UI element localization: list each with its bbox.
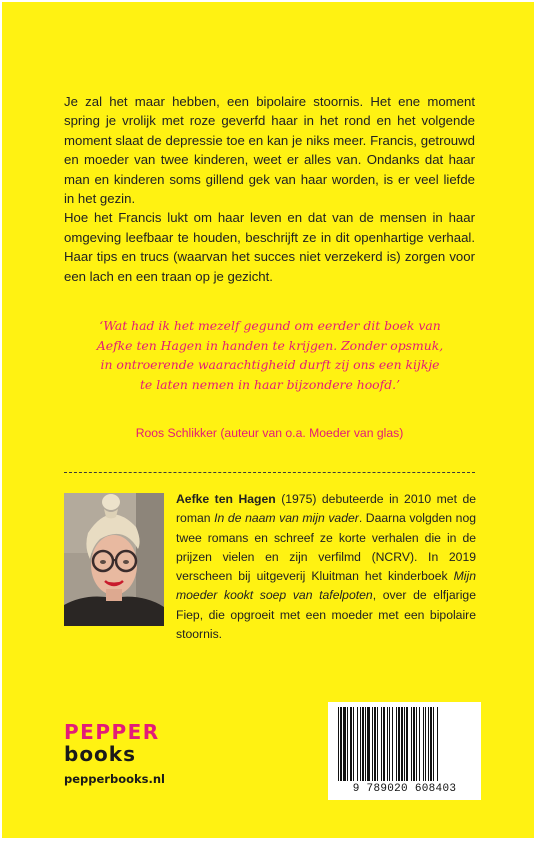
publisher-logo-books: books <box>64 742 137 766</box>
author-bio-part-2: . Daarna volgden nog twee romans en schreef ze korte verhalen die in de prijzen vielen en zijn verfilmd (NCRV). In 2019 verscheen bij uitgeverij Kluitman het kinderboek <box>176 511 477 584</box>
blurb <box>64 92 475 286</box>
author-bio-part-3: , over de elfjarige Fiep, die opgroeit met een moeder met een bipolaire stoornis. <box>176 588 476 642</box>
publisher-url: pepperbooks.nl <box>64 772 165 786</box>
book-back-cover <box>2 2 534 838</box>
quote-attribution: Roos Schlikker (auteur van o.a. Moeder van glas) <box>135 426 404 440</box>
review-quote: ‘Wat had ik het mezelf gegund om eerder dit boek van Aefke ten Hagen in handen te krijgen. Zonder opsmuk, in ontroerende waarachtigheid durft zij ons een kijkje te laten nemen in haar bijzondere hoofd.’ <box>96 318 444 392</box>
author-bio <box>176 490 476 644</box>
publisher-logo-pepper: PEPPER <box>64 720 160 744</box>
barcode-number: 9 789020 608403 <box>352 783 457 795</box>
book-title-1: In de naam van mijn vader <box>214 511 359 526</box>
author-name: Aefke ten Hagen <box>176 492 276 506</box>
blurb-paragraph-2: Hoe het Francis lukt om haar leven en dat van de mensen in haar omgeving leefbaar te houden, beschrijft ze in dit openhartige verhaal. Haar tips en trucs (waarvan het succes niet verzekerd is) zorgen voor een lach en een traan op je gezicht. <box>64 210 475 284</box>
author-photo <box>64 493 164 626</box>
author-bio-part-1: (1975) debuteerde in 2010 met de roman <box>176 492 476 526</box>
barcode-bars-icon <box>338 707 471 781</box>
barcode <box>328 702 481 800</box>
blurb-paragraph-1: Je zal het maar hebben, een bipolaire stoornis. Het ene moment spring je vrolijk met roze geverfd haar in het rond en het volgende moment slaat de depressie toe en kan je niks meer. Francis, getrouwd en moeder van twee kinderen, weet er alles van. Ondanks dat haar man en kinderen soms gillend gek van haar worden, is er veel liefde in het gezin. <box>64 94 475 207</box>
dashed-divider <box>64 472 475 473</box>
book-title-2: Mijn moeder kookt soep van tafelpoten <box>176 569 476 603</box>
